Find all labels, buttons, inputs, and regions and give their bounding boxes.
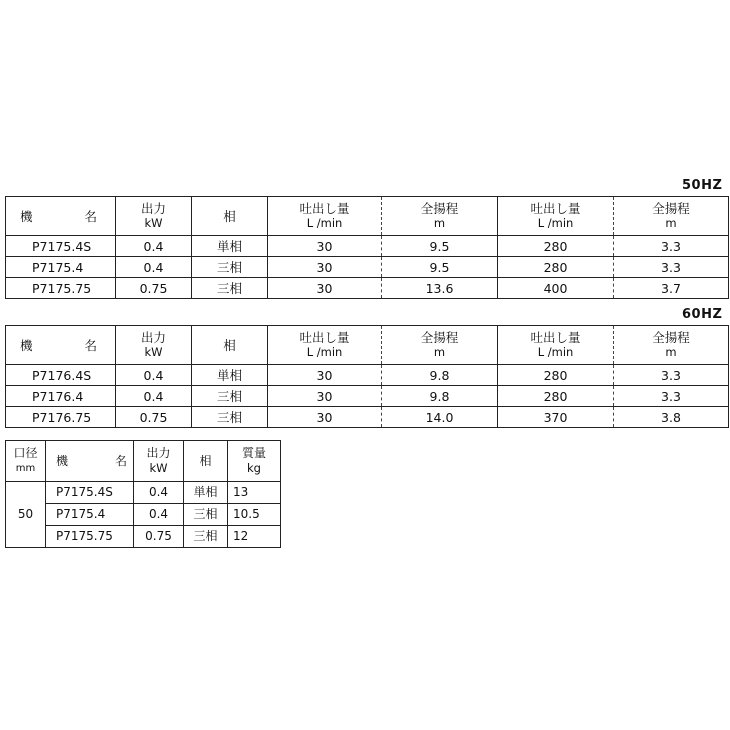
cell-flow-1: 30 [268, 365, 382, 386]
table-row [6, 407, 729, 428]
header-flow-1: 吐出し量 L /min [268, 197, 382, 236]
cell-model: P7176.75 [6, 407, 116, 428]
table-row [6, 365, 729, 386]
table-row [6, 482, 281, 504]
cell-head-2: 3.3 [614, 386, 729, 407]
header-head-2: 全揚程 m [614, 197, 729, 236]
cell-head-2: 3.8 [614, 407, 729, 428]
cell-flow-2: 280 [498, 236, 614, 257]
cell-phase: 単相 [192, 236, 268, 257]
cell-power: 0.4 [116, 386, 192, 407]
cell-model: P7176.4 [6, 386, 116, 407]
cell-head-1: 14.0 [382, 407, 498, 428]
header-model: 機 名 [6, 197, 116, 236]
header-model: 機 名 [46, 441, 134, 482]
cell-power: 0.4 [116, 257, 192, 278]
header-power: 出力 kW [134, 441, 184, 482]
table-row [6, 504, 281, 526]
header-power: 出力 kW [116, 197, 192, 236]
header-head-2: 全揚程 m [614, 326, 729, 365]
cell-model: P7175.75 [6, 278, 116, 299]
table-row [6, 257, 729, 278]
cell-head-1: 9.8 [382, 365, 498, 386]
cell-flow-2: 280 [498, 257, 614, 278]
header-flow-2: 吐出し量 L /min [498, 197, 614, 236]
cell-flow-1: 30 [268, 407, 382, 428]
hz-label-60: 60HZ [682, 307, 723, 322]
table-row [6, 526, 281, 548]
cell-flow-2: 280 [498, 365, 614, 386]
cell-head-2: 3.3 [614, 257, 729, 278]
cell-head-1: 9.5 [382, 257, 498, 278]
cell-phase: 単相 [184, 482, 228, 504]
cell-model: P7175.4 [46, 504, 134, 526]
cell-phase: 三相 [192, 278, 268, 299]
header-mass: 質量 kg [228, 441, 281, 482]
cell-power: 0.4 [134, 482, 184, 504]
table-row [6, 386, 729, 407]
cell-model: P7175.4S [6, 236, 116, 257]
spec-table-50hz [5, 196, 729, 299]
cell-head-2: 3.7 [614, 278, 729, 299]
cell-head-1: 9.5 [382, 236, 498, 257]
cell-power: 0.75 [116, 278, 192, 299]
cell-phase: 単相 [192, 365, 268, 386]
cell-flow-1: 30 [268, 386, 382, 407]
cell-head-2: 3.3 [614, 365, 729, 386]
cell-flow-2: 280 [498, 386, 614, 407]
table-header-row [6, 326, 729, 365]
table-row [6, 236, 729, 257]
table-header-row [6, 441, 281, 482]
cell-power: 0.75 [134, 526, 184, 548]
cell-flow-2: 370 [498, 407, 614, 428]
cell-model: P7175.4 [6, 257, 116, 278]
cell-phase: 三相 [184, 504, 228, 526]
cell-power: 0.75 [116, 407, 192, 428]
cell-flow-2: 400 [498, 278, 614, 299]
header-bore: 口径 mm [6, 441, 46, 482]
cell-head-1: 13.6 [382, 278, 498, 299]
cell-power: 0.4 [116, 365, 192, 386]
header-head-1: 全揚程 m [382, 326, 498, 365]
cell-mass: 13 [228, 482, 281, 504]
cell-phase: 三相 [192, 407, 268, 428]
cell-flow-1: 30 [268, 278, 382, 299]
header-phase: 相 [184, 441, 228, 482]
header-phase: 相 [192, 197, 268, 236]
dimension-table [5, 440, 281, 548]
cell-flow-1: 30 [268, 236, 382, 257]
header-power: 出力 kW [116, 326, 192, 365]
header-flow-2: 吐出し量 L /min [498, 326, 614, 365]
cell-phase: 三相 [192, 386, 268, 407]
cell-model: P7176.4S [6, 365, 116, 386]
cell-mass: 12 [228, 526, 281, 548]
cell-phase: 三相 [192, 257, 268, 278]
cell-power: 0.4 [134, 504, 184, 526]
cell-mass: 10.5 [228, 504, 281, 526]
table-row [6, 278, 729, 299]
cell-phase: 三相 [184, 526, 228, 548]
cell-head-1: 9.8 [382, 386, 498, 407]
cell-flow-1: 30 [268, 257, 382, 278]
spec-table-60hz [5, 325, 729, 428]
hz-label-50: 50HZ [682, 178, 723, 193]
cell-model: P7175.75 [46, 526, 134, 548]
header-head-1: 全揚程 m [382, 197, 498, 236]
cell-head-2: 3.3 [614, 236, 729, 257]
header-model: 機 名 [6, 326, 116, 365]
header-phase: 相 [192, 326, 268, 365]
table-header-row [6, 197, 729, 236]
cell-bore: 50 [6, 482, 46, 548]
cell-power: 0.4 [116, 236, 192, 257]
cell-model: P7175.4S [46, 482, 134, 504]
header-flow-1: 吐出し量 L /min [268, 326, 382, 365]
